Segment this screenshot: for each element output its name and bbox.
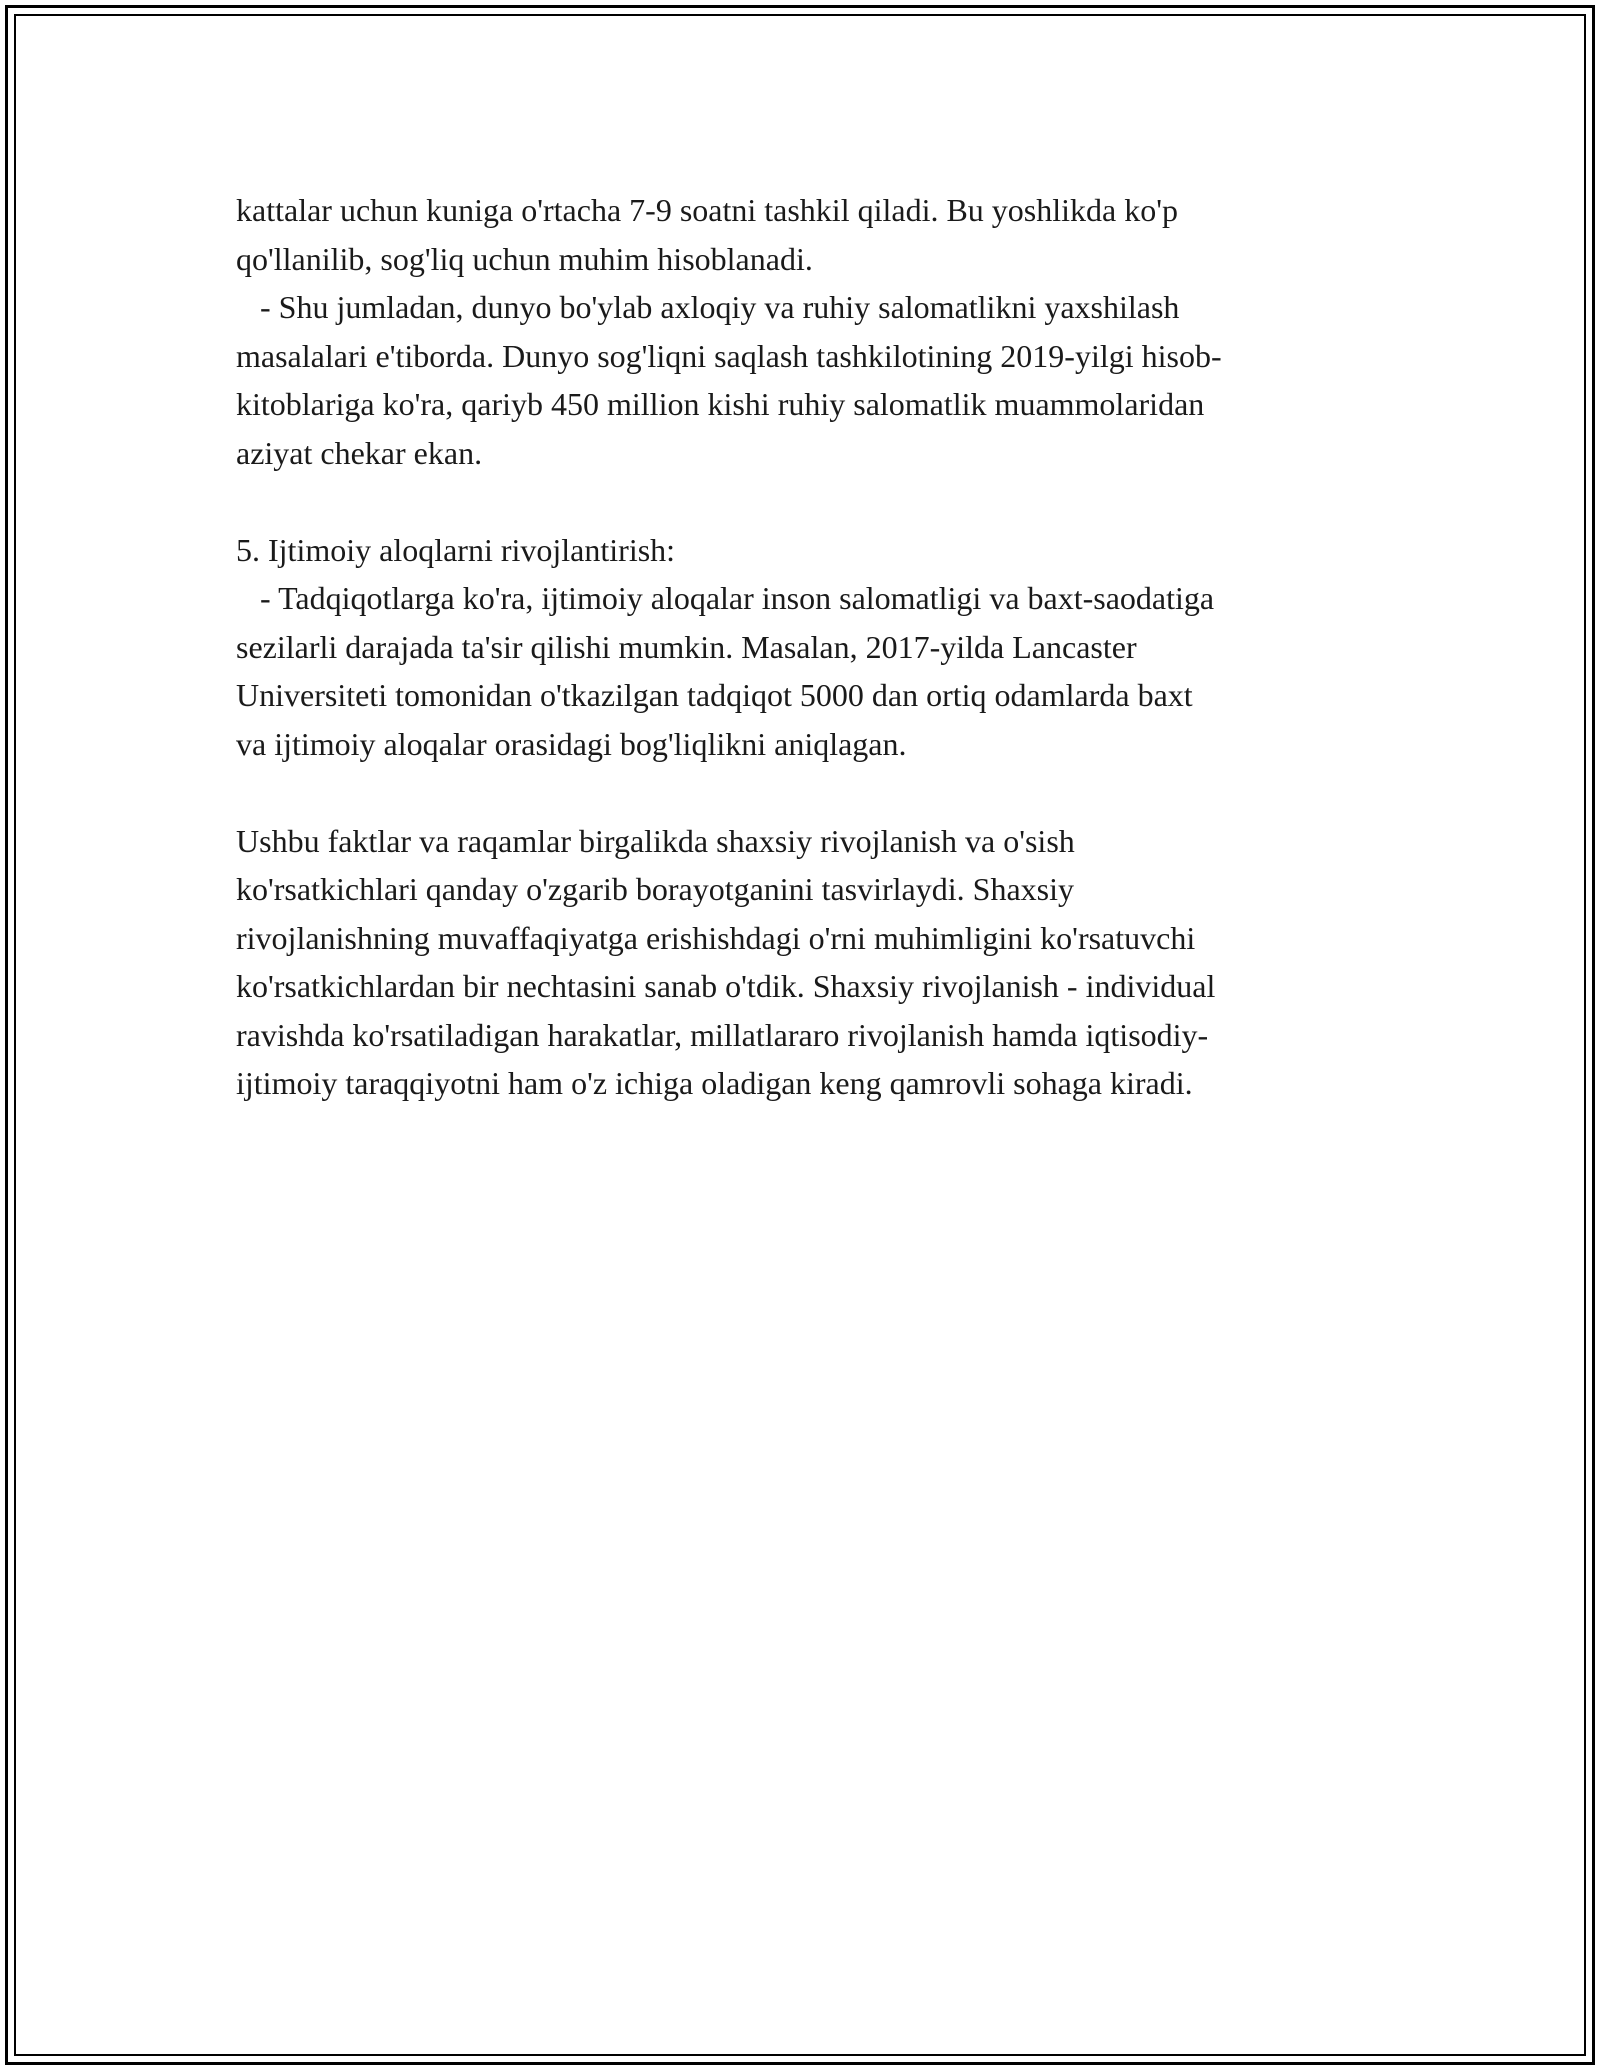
- paragraph-mental-health: - Shu jumladan, dunyo bo'ylab axloqiy va ruhiy salomatlikni yaxshilash masalalari e'tiborda. Dunyo sog'liqni saqlash tashkilotining 2019-yilgi hisob- kitoblariga ko'ra, qariyb 450 million kishi ruhiy salomatlik muammolaridan aziyat chekar ekan.: [236, 289, 1222, 471]
- paragraph-spacer: [236, 768, 1376, 817]
- paragraph-spacer: [236, 477, 1376, 526]
- paragraph-social-research: - Tadqiqotlarga ko'ra, ijtimoiy aloqalar inson salomatligi va baxt-saodatiga sezilarli darajada ta'sir qilishi mumkin. Masalan, 2017-yilda Lancaster Universiteti tomonidan o'tkazilgan tadqiqot 5000 dan ortiq odamlarda baxt va ijtimoiy aloqalar orasidagi bog'liqlikni aniqlagan.: [236, 580, 1215, 762]
- document-body: [236, 186, 1376, 1108]
- paragraph-conclusion: Ushbu faktlar va raqamlar birgalikda shaxsiy rivojlanish va o'sish ko'rsatkichlari qanday o'zgarib borayotganini tasvirlaydi. Shaxsiy rivojlanishning muvaffaqiyatga erishishdagi o'rni muhimligini ko'rsatuvchi ko'rsatkichlardan bir nechtasini sanab o'tdik. Shaxsiy rivojlanish - individual ravishda ko'rsatiladigan harakatlar, millatlararo rivojlanish hamda iqtisodiy- ijtimoiy taraqqiyotni ham o'z ichiga oladigan keng qamrovli sohaga kiradi.: [236, 822, 1216, 1101]
- section-heading: 5. Ijtimoiy aloqlarni rivojlantirish:: [236, 531, 676, 568]
- paragraph-sleep-intro: kattalar uchun kuniga o'rtacha 7-9 soatni tashkil qiladi. Bu yoshlikda ko'p qo'llanilib, sog'liq uchun muhim hisoblanadi.: [236, 192, 1178, 277]
